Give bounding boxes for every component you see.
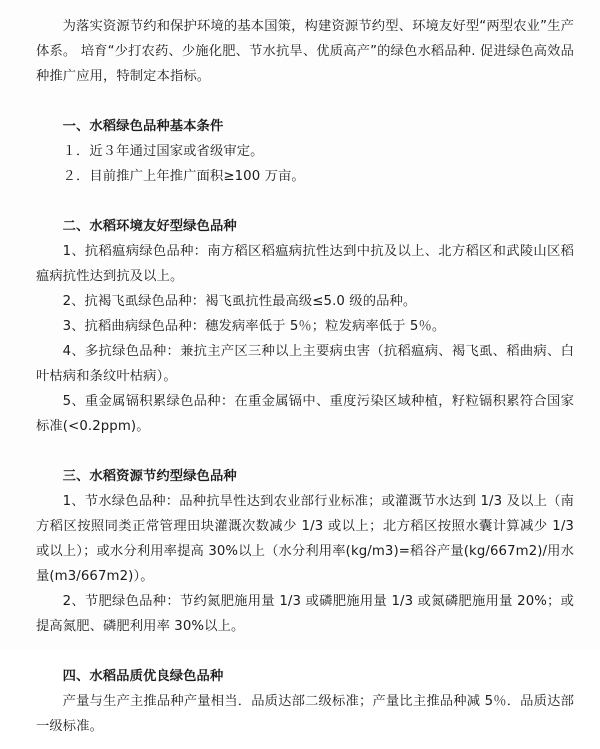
section-title-3: 三、水稻资源节约型绿色品种 [62, 469, 237, 484]
section-3-item-2: 2、节肥绿色品种：节约氮肥施用量 1/3 或磷肥施用量 1/3 或氮磷肥施用量 20%；或提高氮肥、磷肥利用率 30%以上。 [36, 594, 574, 634]
section-3-item-1: 1、节水绿色品种：品种抗旱性达到农业部行业标准；或灌溉节水达到 1/3 及以上（南方稻区按照同类正常管理田块灌溉次数减少 1/3 或以上；北方稻区按照水囊计算减少 1/3 或以上）；或水分利用率提高 30%以上（水分利用率(kg/m3)=稻谷产量(kg/667m2)/用水量(m3/667m2)）。 [36, 494, 574, 584]
section-title-1: 一、水稻绿色品种基本条件 [62, 119, 224, 134]
section-title-2: 二、水稻环境友好型绿色品种 [62, 219, 237, 234]
section-2-item-3: 3、抗稻曲病绿色品种：穗发病率低于 5％；粒发病率低于 5％。 [62, 319, 446, 334]
section-2-item-5: 5、重金属镉积累绿色品种：在重金属镉中、重度污染区域种植，籽粒镉积累符合国家标准(<0.2ppm)。 [36, 394, 574, 434]
section-2-item-4: 4、多抗绿色品种：兼抗主产区三种以上主要病虫害（抗稻瘟病、褐飞虱、稻曲病、白叶枯病和条纹叶枯病）。 [36, 344, 574, 384]
spacer [36, 89, 574, 100]
section-1-item-1: １．近３年通过国家或省级审定。 [62, 144, 264, 159]
spacer [36, 189, 574, 200]
spacer [36, 639, 574, 650]
intro-paragraph: 为落实资源节约和保护环境的基本国策，构建资源节约型、环境友好型“两型农业”生产体系。 培育“少打农药、少施化肥、节水抗旱、优质高产”的绿色水稻品种. 促进绿色高效品种推广应用，特制定本指标。 [36, 19, 574, 84]
spacer [36, 439, 574, 450]
section-1-item-2: ２．目前推广上年推广面积≥100 万亩。 [62, 169, 305, 184]
section-title-4: 四、水稻品质优良绿色品种 [62, 669, 224, 684]
section-4-item-1: 产量与生产主推品种产量相当．品质达部二级标准；产量比主推品种减 5％．品质达部一级标准。 [36, 694, 574, 734]
section-2-item-2: 2、抗褐飞虱绿色品种：褐飞虱抗性最高级≤5.0 级的品种。 [62, 294, 417, 309]
section-2-item-1: 1、抗稻瘟病绿色品种：南方稻区稻瘟病抗性达到中抗及以上、北方稻区和武陵山区稻瘟病抗性达到抗及以上。 [36, 244, 574, 284]
